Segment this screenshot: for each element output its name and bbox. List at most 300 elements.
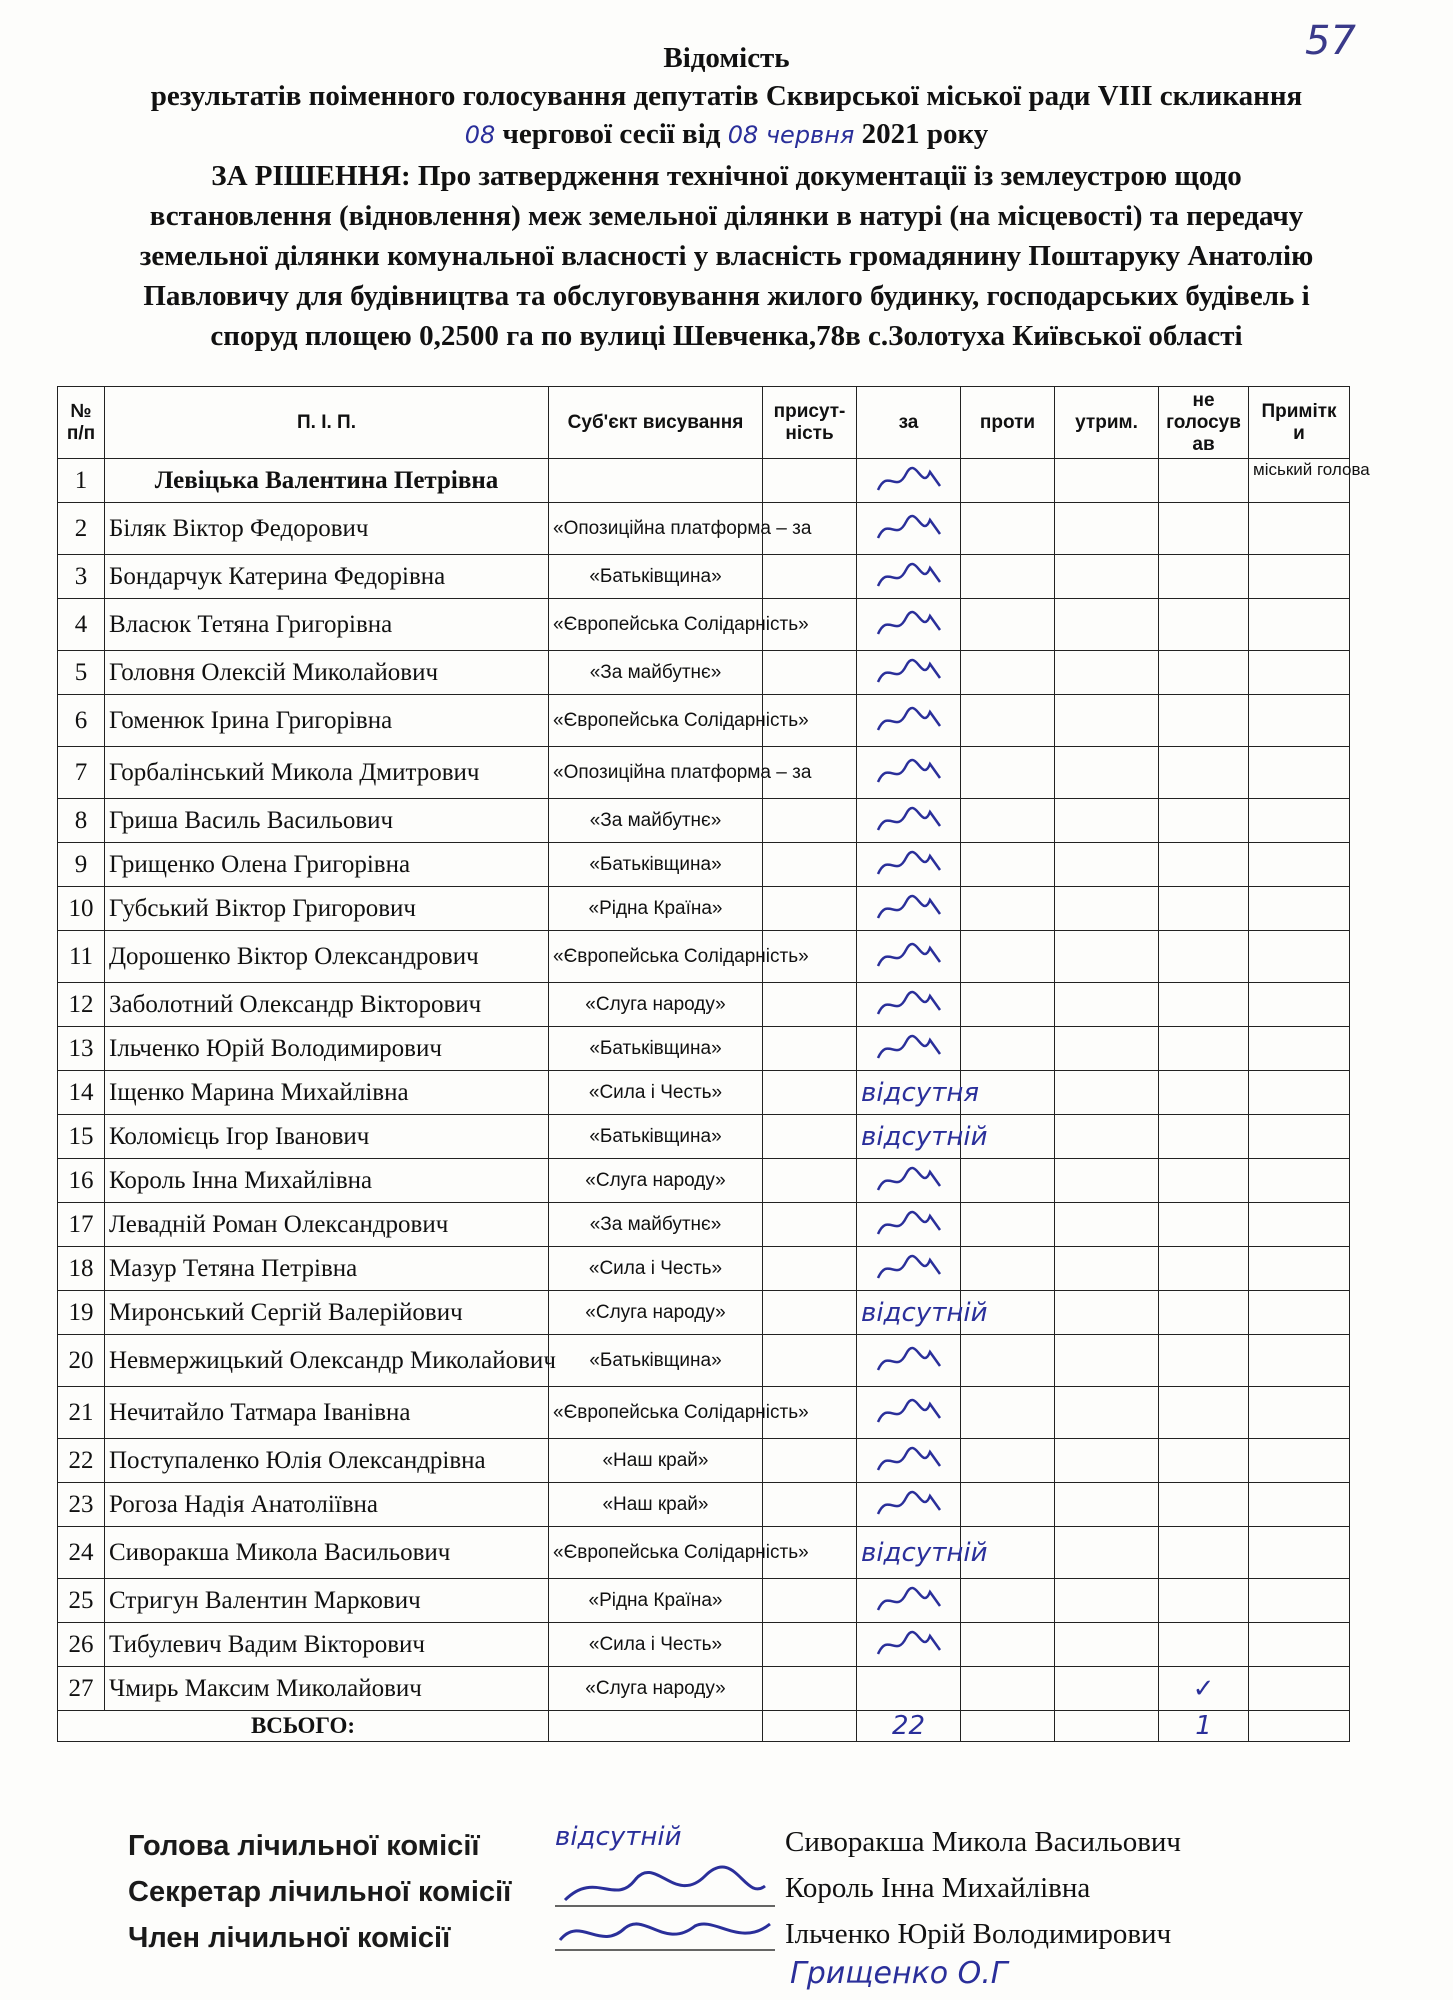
not-voted-cell <box>1159 931 1249 983</box>
deputy-party: «Слуга народу» <box>549 1667 763 1711</box>
against-cell <box>961 983 1055 1027</box>
abstain-cell <box>1055 1115 1159 1159</box>
present-cell <box>763 1071 857 1115</box>
deputy-name: Тибулевич Вадим Вікторович <box>105 1623 549 1667</box>
abstain-cell <box>1055 651 1159 695</box>
abstain-cell <box>1055 843 1159 887</box>
for-cell <box>857 1527 988 1579</box>
deputy-name: Король Інна Михайлівна <box>105 1159 549 1203</box>
note-cell <box>1249 503 1350 555</box>
for-cell <box>857 983 961 1027</box>
deputy-party: «Опозиційна платформа – за <box>549 747 763 799</box>
for-cell <box>857 1387 961 1439</box>
note-cell <box>1249 887 1350 931</box>
table-row <box>58 1387 1350 1439</box>
signature-mark <box>874 1034 944 1064</box>
abstain-cell <box>1055 931 1159 983</box>
deputy-party: «Сила і Честь» <box>549 1623 763 1667</box>
present-cell <box>763 1247 857 1291</box>
table-row <box>58 651 1350 695</box>
abstain-cell <box>1055 983 1159 1027</box>
abstain-cell <box>1055 1203 1159 1247</box>
abstain-cell <box>1055 503 1159 555</box>
against-cell <box>961 1623 1055 1667</box>
deputy-party: «Європейська Солідарність» <box>549 695 763 747</box>
voting-table <box>57 386 1370 1742</box>
header-not-voted: не голосув ав <box>1159 387 1249 459</box>
row-number: 23 <box>58 1483 105 1527</box>
against-cell <box>961 1387 1055 1439</box>
decision-line-2: встановлення (відновлення) меж земельної ділянки в натурі (на місцевості) та передачу <box>149 200 1304 232</box>
present-cell <box>763 799 857 843</box>
abstain-cell <box>1055 1335 1159 1387</box>
decision-line-4: Павловичу для будівництва та обслуговування жилого будинку, господарських будівель і <box>143 280 1310 312</box>
row-number: 17 <box>58 1203 105 1247</box>
abstain-cell <box>1055 887 1159 931</box>
deputy-name: Власюк Тетяна Григорівна <box>105 599 549 651</box>
not-voted-cell <box>1159 747 1249 799</box>
deputy-name: Невмержицький Олександр Миколайович <box>105 1335 549 1387</box>
abstain-cell <box>1055 555 1159 599</box>
present-cell <box>763 1203 857 1247</box>
deputy-party: «Батьківщина» <box>549 555 763 599</box>
deputy-name: Чмирь Максим Миколайович <box>105 1667 549 1711</box>
header-note: Примітк и <box>1249 387 1350 459</box>
note-cell <box>1249 1071 1350 1115</box>
note-cell <box>1249 599 1350 651</box>
table-row <box>58 1071 1350 1115</box>
deputy-party: «Батьківщина» <box>549 1335 763 1387</box>
table-row <box>58 1291 1350 1335</box>
row-number: 16 <box>58 1159 105 1203</box>
signature-mark <box>874 1446 944 1476</box>
deputy-name: Горбалінський Микола Дмитрович <box>105 747 549 799</box>
table-row <box>58 843 1350 887</box>
not-voted-cell <box>1159 555 1249 599</box>
row-number: 15 <box>58 1115 105 1159</box>
against-cell <box>961 651 1055 695</box>
not-voted-cell <box>1159 1159 1249 1203</box>
header-party: Суб'єкт висування <box>549 387 763 459</box>
signature-mark <box>874 562 944 592</box>
deputy-party: «Європейська Солідарність» <box>549 599 763 651</box>
deputy-name: Левіцька Валентина Петрівна <box>105 459 549 503</box>
not-voted-cell <box>1159 1387 1249 1439</box>
against-cell <box>961 1667 1055 1711</box>
decision-line-5: споруд площею 0,2500 га по вулиці Шевченка,78в с.Золотуха Київської області <box>210 320 1243 352</box>
against-cell <box>961 459 1055 503</box>
row-number: 26 <box>58 1623 105 1667</box>
not-voted-cell <box>1159 983 1249 1027</box>
abstain-cell <box>1055 799 1159 843</box>
absent-note: відсутня <box>861 1077 979 1108</box>
note-cell <box>1249 651 1350 695</box>
table-row <box>58 503 1350 555</box>
note-cell <box>1249 555 1350 599</box>
abstain-cell <box>1055 1247 1159 1291</box>
for-cell <box>857 1579 961 1623</box>
total-note <box>1249 1711 1350 1742</box>
deputy-name: Сиворакша Микола Васильович <box>105 1527 549 1579</box>
signature-mark <box>874 942 944 972</box>
for-cell <box>857 555 961 599</box>
deputy-party: «Сила і Честь» <box>549 1247 763 1291</box>
row-number: 14 <box>58 1071 105 1115</box>
table-row <box>58 1203 1350 1247</box>
note-cell <box>1249 931 1350 983</box>
row-number: 2 <box>58 503 105 555</box>
header-name: П. І. П. <box>105 387 549 459</box>
deputy-name: Біляк Віктор Федорович <box>105 503 549 555</box>
deputy-party: «Рідна Країна» <box>549 1579 763 1623</box>
row-number: 9 <box>58 843 105 887</box>
not-voted-cell <box>1159 1115 1249 1159</box>
deputy-name: Гоменюк Ірина Григорівна <box>105 695 549 747</box>
against-cell <box>961 747 1055 799</box>
deputy-party: «За майбутнє» <box>549 1203 763 1247</box>
signature-mark <box>874 806 944 836</box>
commission-name-secretary: Король Інна Михайлівна <box>785 1872 1091 1904</box>
against-cell <box>961 1579 1055 1623</box>
note-cell <box>1249 799 1350 843</box>
abstain-cell <box>1055 599 1159 651</box>
signature-mark <box>874 990 944 1020</box>
for-cell <box>857 843 961 887</box>
abstain-cell <box>1055 1027 1159 1071</box>
present-cell <box>763 983 857 1027</box>
deputy-name: Стригун Валентин Маркович <box>105 1579 549 1623</box>
secretary-signature <box>555 1866 775 1910</box>
for-cell <box>857 1027 961 1071</box>
not-voted-cell <box>1159 887 1249 931</box>
not-voted-cell <box>1159 1071 1249 1115</box>
session-year: 2021 року <box>861 118 989 150</box>
row-number: 10 <box>58 887 105 931</box>
signature-mark <box>874 610 944 640</box>
deputy-party: «Наш край» <box>549 1439 763 1483</box>
note-cell <box>1249 747 1350 799</box>
deputy-name: Миронський Сергій Валерійович <box>105 1291 549 1335</box>
table-row <box>58 887 1350 931</box>
decision-line-3: земельної ділянки комунальної власності у власність громадянину Поштаруку Анатолію <box>139 240 1314 272</box>
deputy-name: Ільченко Юрій Володимирович <box>105 1027 549 1071</box>
deputy-name: Рогоза Надія Анатоліївна <box>105 1483 549 1527</box>
row-number: 8 <box>58 799 105 843</box>
session-line <box>0 118 1453 151</box>
note-cell <box>1249 1291 1350 1335</box>
signature-mark <box>874 1166 944 1196</box>
chair-absent-note: відсутній <box>555 1822 682 1852</box>
abstain-cell <box>1055 1387 1159 1439</box>
table-row <box>58 459 1350 503</box>
row-number: 13 <box>58 1027 105 1071</box>
deputy-party: «Слуга народу» <box>549 1291 763 1335</box>
against-cell <box>961 599 1055 651</box>
deputy-name: Гриша Василь Васильович <box>105 799 549 843</box>
abstain-cell <box>1055 1623 1159 1667</box>
abstain-cell <box>1055 1667 1159 1711</box>
not-voted-cell <box>1159 1291 1249 1335</box>
deputy-party: «Рідна Країна» <box>549 887 763 931</box>
present-cell <box>763 1483 857 1527</box>
not-voted-cell <box>1159 1579 1249 1623</box>
row-number: 25 <box>58 1579 105 1623</box>
table-row <box>58 931 1350 983</box>
row-number: 12 <box>58 983 105 1027</box>
extra-handwriting: Грищенко О.Г <box>790 1956 1008 1991</box>
deputy-party: «За майбутнє» <box>549 651 763 695</box>
session-date: 08 червня <box>727 121 855 149</box>
for-cell <box>857 931 961 983</box>
abstain-cell <box>1055 695 1159 747</box>
note-cell <box>1249 1387 1350 1439</box>
for-cell <box>857 1667 961 1711</box>
not-voted-cell <box>1159 599 1249 651</box>
for-cell <box>857 1247 961 1291</box>
present-cell <box>763 555 857 599</box>
not-voted-cell <box>1159 695 1249 747</box>
table-row <box>58 1667 1350 1711</box>
note-cell <box>1249 1483 1350 1527</box>
deputy-party: «Опозиційна платформа – за <box>549 503 763 555</box>
table-row <box>58 747 1350 799</box>
not-voted-cell <box>1159 1527 1249 1579</box>
for-cell <box>857 1623 961 1667</box>
note-cell <box>1249 1527 1350 1579</box>
against-cell <box>961 1159 1055 1203</box>
table-row <box>58 1439 1350 1483</box>
not-voted-cell <box>1159 799 1249 843</box>
deputy-name: Коломієць Ігор Іванович <box>105 1115 549 1159</box>
present-cell <box>763 1159 857 1203</box>
total-party <box>549 1711 763 1742</box>
row-number: 19 <box>58 1291 105 1335</box>
row-number: 3 <box>58 555 105 599</box>
row-number: 4 <box>58 599 105 651</box>
row-number: 27 <box>58 1667 105 1711</box>
row-number: 18 <box>58 1247 105 1291</box>
not-voted-cell <box>1159 1027 1249 1071</box>
note-cell <box>1249 1623 1350 1667</box>
row-number: 20 <box>58 1335 105 1387</box>
present-cell <box>763 887 857 931</box>
table-row <box>58 695 1350 747</box>
total-label: ВСЬОГО: <box>58 1711 549 1742</box>
commission-role-secretary: Секретар лічильної комісії <box>128 1876 512 1908</box>
signature-mark <box>874 894 944 924</box>
abstain-cell <box>1055 1159 1159 1203</box>
abstain-cell <box>1055 747 1159 799</box>
note-cell <box>1249 1027 1350 1071</box>
not-voted-cell <box>1159 1203 1249 1247</box>
abstain-cell <box>1055 1071 1159 1115</box>
deputy-party: «Слуга народу» <box>549 1159 763 1203</box>
deputy-party <box>549 459 763 503</box>
against-cell <box>961 1247 1055 1291</box>
present-cell <box>763 1623 857 1667</box>
total-against <box>961 1711 1055 1742</box>
for-cell <box>857 887 961 931</box>
table-row <box>58 1623 1350 1667</box>
signature-mark <box>874 850 944 880</box>
commission-name-chair: Сиворакша Микола Васильович <box>785 1826 1182 1858</box>
for-cell <box>857 503 961 555</box>
present-cell <box>763 1027 857 1071</box>
table-row <box>58 1335 1350 1387</box>
deputy-party: «Наш край» <box>549 1483 763 1527</box>
against-cell <box>961 695 1055 747</box>
present-cell <box>763 1439 857 1483</box>
deputy-name: Мазур Тетяна Петрівна <box>105 1247 549 1291</box>
against-cell <box>961 931 1055 983</box>
not-voted-cell <box>1159 503 1249 555</box>
header-present: присут-ність <box>763 387 857 459</box>
against-cell <box>961 843 1055 887</box>
header-abstain: утрим. <box>1055 387 1159 459</box>
header-against: проти <box>961 387 1055 459</box>
commission-role-member: Член лічильної комісії <box>128 1922 451 1954</box>
row-number: 21 <box>58 1387 105 1439</box>
note-cell: міський голова <box>1249 459 1350 503</box>
deputy-party: «Батьківщина» <box>549 843 763 887</box>
signature-mark <box>874 1630 944 1660</box>
deputy-party: «За майбутнє» <box>549 799 763 843</box>
signature-mark <box>874 1490 944 1520</box>
document-title: Відомість <box>663 42 790 74</box>
absent-note: відсутній <box>861 1121 988 1152</box>
absent-note: відсутній <box>861 1537 988 1568</box>
abstain-cell <box>1055 1527 1159 1579</box>
not-voted-cell <box>1159 651 1249 695</box>
page-number: 57 <box>1305 18 1356 64</box>
deputy-name: Нечитайло Татмара Іванівна <box>105 1387 549 1439</box>
abstain-cell <box>1055 1579 1159 1623</box>
table-row <box>58 1115 1350 1159</box>
signature-mark <box>874 1210 944 1240</box>
against-cell <box>961 887 1055 931</box>
for-cell <box>857 747 961 799</box>
table-row <box>58 1579 1350 1623</box>
deputy-name: Заболотний Олександр Вікторович <box>105 983 549 1027</box>
present-cell <box>763 1115 857 1159</box>
for-cell <box>857 1335 961 1387</box>
deputy-name: Левадній Роман Олександрович <box>105 1203 549 1247</box>
note-cell <box>1249 983 1350 1027</box>
deputy-name: Бондарчук Катерина Федорівна <box>105 555 549 599</box>
table-row <box>58 799 1350 843</box>
abstain-cell <box>1055 1439 1159 1483</box>
for-cell <box>857 599 961 651</box>
decision-line-1: ЗА РІШЕННЯ: Про затвердження технічної документації із землеустрою щодо <box>211 160 1242 192</box>
present-cell <box>763 1335 857 1387</box>
not-voted-cell: ✓ <box>1159 1667 1249 1711</box>
abstain-cell <box>1055 1291 1159 1335</box>
for-cell <box>857 1291 988 1335</box>
against-cell <box>961 1203 1055 1247</box>
for-cell <box>857 459 961 503</box>
table-row <box>58 1483 1350 1527</box>
signature-mark <box>874 466 944 496</box>
deputy-name: Дорошенко Віктор Олександрович <box>105 931 549 983</box>
table-row <box>58 1527 1350 1579</box>
signature-mark <box>874 1346 944 1376</box>
commission-sign-chair <box>555 1822 775 1866</box>
note-cell <box>1249 1203 1350 1247</box>
total-present <box>763 1711 857 1742</box>
for-cell <box>857 1071 979 1115</box>
present-cell <box>763 651 857 695</box>
deputy-name: Головня Олексій Миколайович <box>105 651 549 695</box>
deputy-party: «Європейська Солідарність» <box>549 931 763 983</box>
present-cell <box>763 1667 857 1711</box>
for-cell <box>857 1115 988 1159</box>
not-voted-cell <box>1159 459 1249 503</box>
deputy-party: «Батьківщина» <box>549 1115 763 1159</box>
signature-mark <box>874 706 944 736</box>
note-cell <box>1249 1439 1350 1483</box>
signature-mark <box>874 1254 944 1284</box>
row-number: 24 <box>58 1527 105 1579</box>
abstain-cell <box>1055 1483 1159 1527</box>
total-not-voted: 1 <box>1159 1711 1249 1742</box>
for-cell <box>857 695 961 747</box>
total-for: 22 <box>857 1711 961 1742</box>
deputy-name: Грищенко Олена Григорівна <box>105 843 549 887</box>
note-cell <box>1249 1247 1350 1291</box>
not-voted-cell <box>1159 1335 1249 1387</box>
table-row <box>58 1159 1350 1203</box>
not-voted-cell <box>1159 1247 1249 1291</box>
header-num: № п/п <box>58 387 105 459</box>
abstain-cell <box>1055 459 1159 503</box>
table-row <box>58 599 1350 651</box>
against-cell <box>961 555 1055 599</box>
row-number: 1 <box>58 459 105 503</box>
for-cell <box>857 651 961 695</box>
table-row <box>58 1027 1350 1071</box>
not-voted-cell <box>1159 1483 1249 1527</box>
present-cell <box>763 843 857 887</box>
note-cell <box>1249 1335 1350 1387</box>
deputy-party: «Слуга народу» <box>549 983 763 1027</box>
against-cell <box>961 1483 1055 1527</box>
against-cell <box>961 1027 1055 1071</box>
total-abstain <box>1055 1711 1159 1742</box>
signature-mark <box>874 1586 944 1616</box>
note-cell <box>1249 1115 1350 1159</box>
table-row <box>58 555 1350 599</box>
against-cell <box>961 503 1055 555</box>
header-for: за <box>857 387 961 459</box>
deputy-name: Іщенко Марина Михайлівна <box>105 1071 549 1115</box>
row-number: 5 <box>58 651 105 695</box>
session-label: чергової сесії від <box>502 118 721 150</box>
deputy-name: Поступаленко Юлія Олександрівна <box>105 1439 549 1483</box>
against-cell <box>961 1439 1055 1483</box>
note-cell <box>1249 1667 1350 1711</box>
table-row <box>58 1247 1350 1291</box>
commission-role-chair: Голова лічильної комісії <box>128 1830 480 1862</box>
not-voted-cell <box>1159 1439 1249 1483</box>
row-number: 11 <box>58 931 105 983</box>
signature-mark <box>874 514 944 544</box>
present-cell <box>763 1291 857 1335</box>
for-cell <box>857 1483 961 1527</box>
note-cell <box>1249 1579 1350 1623</box>
for-cell <box>857 1159 961 1203</box>
for-cell <box>857 799 961 843</box>
not-voted-cell <box>1159 1623 1249 1667</box>
